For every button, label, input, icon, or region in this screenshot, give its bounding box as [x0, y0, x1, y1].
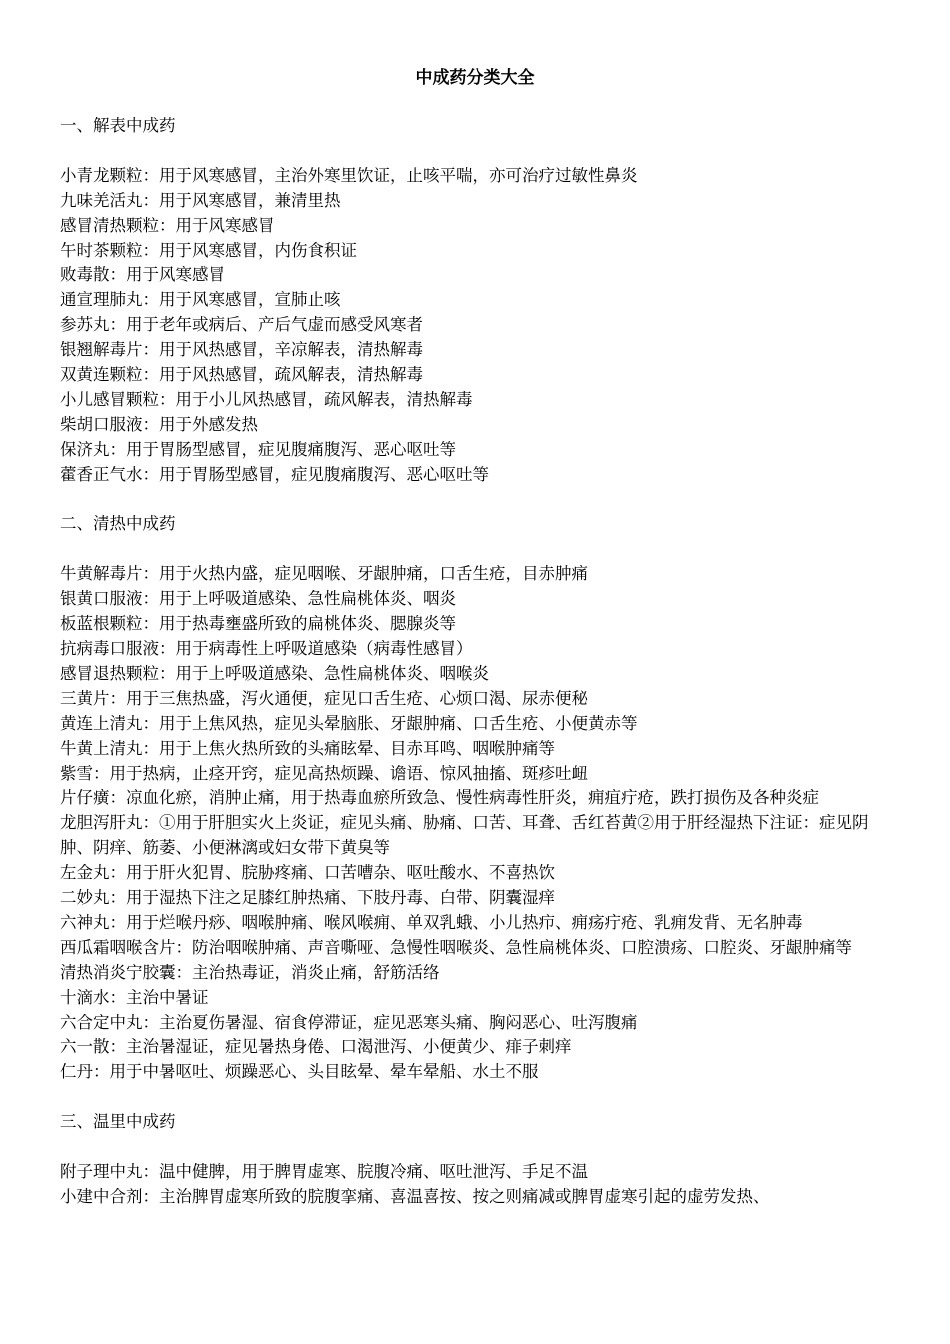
medicine-entry: 柴胡口服液：用于外感发热 [60, 414, 258, 434]
medicine-entry: 二妙丸：用于湿热下注之足膝红肿热痛、下肢丹毒、白带、阴囊湿痒 [60, 888, 555, 908]
medicine-entry: 败毒散：用于风寒感冒 [60, 265, 225, 285]
medicine-entry: 六一散：主治暑湿证，症见暑热身倦、口渴泄泻、小便黄少、痱子刺痒 [60, 1037, 572, 1057]
medicine-entry: 牛黄解毒片：用于火热内盛，症见咽喉、牙龈肿痛，口舌生疮，目赤肿痛 [60, 564, 588, 584]
medicine-entry: 感冒退热颗粒：用于上呼吸道感染、急性扁桃体炎、咽喉炎 [60, 663, 489, 683]
medicine-entry: 通宣理肺丸：用于风寒感冒，宣肺止咳 [60, 290, 341, 310]
medicine-entry: 小青龙颗粒：用于风寒感冒，主治外寒里饮证，止咳平喘，亦可治疗过敏性鼻炎 [60, 165, 638, 185]
medicine-entry: 小建中合剂：主治脾胃虚寒所致的脘腹挛痛、喜温喜按、按之则痛减或脾胃虚寒引起的虚劳发热、 [60, 1186, 770, 1206]
medicine-entry: 黄连上清丸：用于上焦风热，症见头晕脑胀、牙龈肿痛、口舌生疮、小便黄赤等 [60, 713, 638, 733]
blank-line [60, 537, 894, 562]
medicine-entry: 西瓜霜咽喉含片：防治咽喉肿痛、声音嘶哑、急慢性咽喉炎、急性扁桃体炎、口腔溃疡、口腔炎、牙龈肿痛等 [60, 937, 852, 957]
medicine-entry: 双黄连颗粒：用于风热感冒，疏风解表，清热解毒 [60, 365, 423, 385]
medicine-entry: 清热消炎宁胶囊：主治热毒证，消炎止痛，舒筋活络 [60, 962, 440, 982]
medicine-entry: 板蓝根颗粒：用于热毒壅盛所致的扁桃体炎、腮腺炎等 [60, 614, 456, 634]
medicine-entry: 左金丸：用于肝火犯胃、脘胁疼痛、口苦嘈杂、呕吐酸水、不喜热饮 [60, 863, 555, 883]
medicine-entry: 六神丸：用于烂喉丹痧、咽喉肿痛、喉风喉痈、单双乳蛾、小儿热疖、痈疡疔疮、乳痈发背、无名肿毒 [60, 912, 803, 932]
medicine-entry: 午时茶颗粒：用于风寒感冒，内伤食积证 [60, 240, 357, 260]
medicine-entry: 十滴水：主治中暑证 [60, 987, 209, 1007]
medicine-entry: 龙胆泻肝丸：①用于肝胆实火上炎证，症见头痛、胁痛、口苦、耳聋、舌红苔黄②用于肝经湿热下注证：症见阴肿、阴痒、筋萎、小便淋漓或妇女带下黄臭等 [60, 813, 869, 858]
medicine-entry: 保济丸：用于胃肠型感冒，症见腹痛腹泻、恶心呕吐等 [60, 439, 456, 459]
section-heading: 一、解表中成药 [60, 116, 176, 135]
medicine-entry: 六合定中丸：主治夏伤暑湿、宿食停滞证，症见恶寒头痛、胸闷恶心、吐泻腹痛 [60, 1012, 638, 1032]
medicine-entry: 抗病毒口服液：用于病毒性上呼吸道感染（病毒性感冒） [60, 638, 473, 658]
blank-line [60, 1135, 894, 1160]
medicine-entry: 紫雪：用于热病，止痉开窍，症见高热烦躁、谵语、惊风抽搐、斑疹吐衄 [60, 763, 588, 783]
blank-line [60, 488, 894, 513]
medicine-entry: 牛黄上清丸：用于上焦火热所致的头痛眩晕、目赤耳鸣、咽喉肿痛等 [60, 738, 555, 758]
medicine-entry: 九味羌活丸：用于风寒感冒，兼清里热 [60, 190, 341, 210]
medicine-entry: 附子理中丸：温中健脾，用于脾胃虚寒、脘腹冷痛、呕吐泄泻、手足不温 [60, 1161, 588, 1181]
medicine-entry: 片仔癀：凉血化瘀，消肿止痛，用于热毒血瘀所致急、慢性病毒性肝炎，痈疽疔疮，跌打损伤及各种炎症 [60, 788, 819, 808]
medicine-entry: 参苏丸：用于老年或病后、产后气虚而感受风寒者 [60, 315, 423, 335]
sections-container [60, 114, 894, 1210]
document-title: 中成药分类大全 [415, 68, 535, 88]
medicine-entry: 藿香正气水：用于胃肠型感冒，症见腹痛腹泻、恶心呕吐等 [60, 464, 489, 484]
section-heading: 三、温里中成药 [60, 1112, 176, 1132]
medicine-entry: 银翘解毒片：用于风热感冒，辛凉解表，清热解毒 [60, 340, 423, 360]
medicine-entry: 仁丹：用于中暑呕吐、烦躁恶心、头目眩晕、晕车晕船、水土不服 [60, 1062, 539, 1082]
document-body [60, 114, 894, 1210]
medicine-entry: 银黄口服液：用于上呼吸道感染、急性扁桃体炎、咽炎 [60, 589, 456, 609]
blank-line [60, 1085, 894, 1110]
medicine-entry: 感冒清热颗粒：用于风寒感冒 [60, 215, 275, 235]
section-heading: 二、清热中成药 [60, 514, 176, 534]
blank-line [60, 139, 894, 164]
medicine-entry: 小儿感冒颗粒：用于小儿风热感冒，疏风解表，清热解毒 [60, 389, 473, 409]
medicine-entry: 三黄片：用于三焦热盛，泻火通便，症见口舌生疮、心烦口渴、尿赤便秘 [60, 688, 588, 708]
